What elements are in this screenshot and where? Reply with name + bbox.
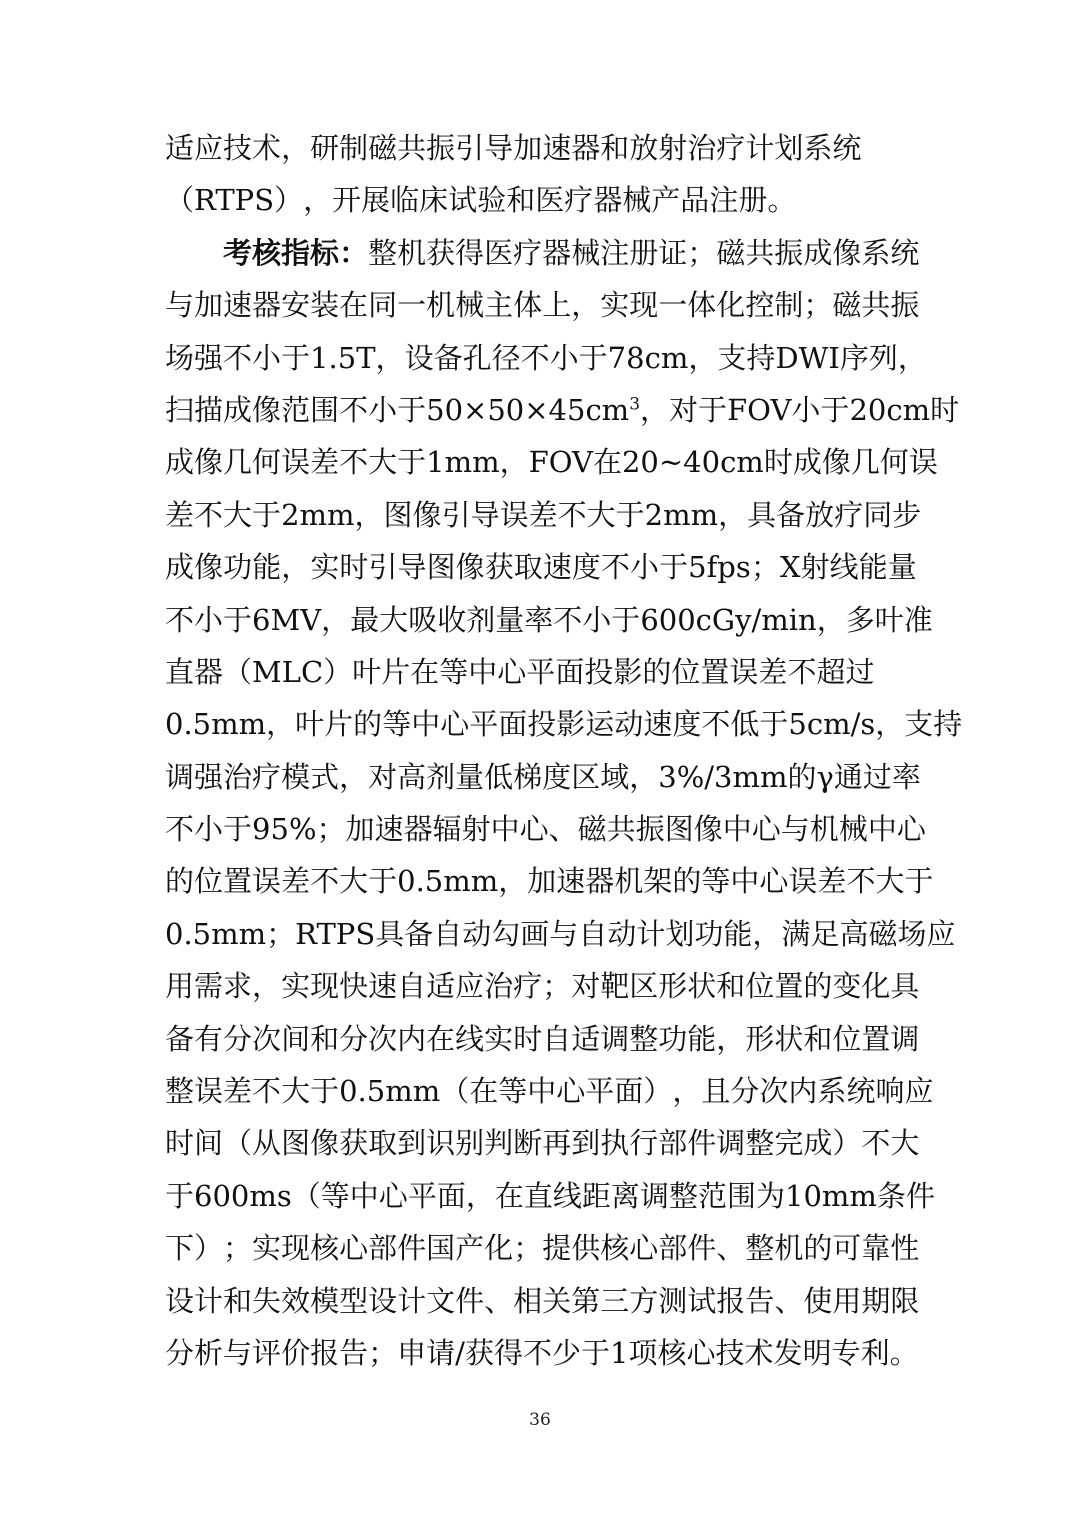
text-line: 整 误 差 不 大 于 0.5mm （ 在 等 中 心 平 面 ） ， 且 分 次 内 系 统 响 应 (165, 1074, 934, 1109)
text-line: 时 间 （ 从 图 像 获 取 到 识 别 判 断 再 到 执 行 部 件 调 整 完 成 ） 不 大 (165, 1126, 920, 1161)
text-line: 设 计 和 失 效 模 型 设 计 文 件 、 相 关 第 三 方 测 试 报 告 、 使 用 期 限 (165, 1283, 920, 1318)
text-line: 成 像 功 能 ， 实 时 引 导 图 像 获 取 速 度 不 小 于 5fps ； X 射 线 能 量 (165, 550, 917, 585)
text-line: 考 核 指 标 ： 整 机 获 得 医 疗 器 械 注 册 证 ； 磁 共 振 成 像 系 统 (223, 235, 920, 270)
text-line: 扫 描 成 像 范 围 不 小 于 50×50×45cm $^3$ ， 对 于 FOV 小 于 20cm 时 (165, 392, 960, 427)
body-text (165, 122, 963, 1379)
text-line: 的 位 置 误 差 不 大 于 0.5mm ， 加 速 器 机 架 的 等 中 心 误 差 不 大 于 (165, 864, 934, 899)
text-line: 不 小 于 95% ； 加 速 器 辐 射 中 心 、 磁 共 振 图 像 中 心 与 机 械 中 心 (165, 812, 926, 847)
text-line: 下 ） ； 实 现 核 心 部 件 国 产 化 ； 提 供 核 心 部 件 、 整 机 的 可 靠 性 (165, 1231, 920, 1266)
text-line: 用 需 求 ， 实 现 快 速 自 适 应 治 疗 ； 对 靶 区 形 状 和 位 置 的 变 化 具 (165, 969, 920, 1004)
text-line: 于 600ms （ 等 中 心 平 面 ， 在 直 线 距 离 调 整 范 围 为 10mm 条 件 (165, 1178, 935, 1213)
text-line: 不 小 于 6MV ， 最 大 吸 收 剂 量 率 不 小 于 600cGy/min ， 多 叶 准 (165, 602, 933, 637)
text-line: 差 不 大 于 2mm ， 图 像 引 导 误 差 不 大 于 2mm ， 具 备 放 疗 同 步 (165, 497, 922, 532)
text-line: 0.5mm ； RTPS 具 备 自 动 勾 画 与 自 动 计 划 功 能 ， 满 足 高 磁 场 应 (165, 916, 956, 951)
text-line: 场 强 不 小 于 1.5T ， 设 备 孔 径 不 小 于 78cm ， 支 持 DWI 序 列 ， (165, 340, 927, 375)
text-line: 适 应 技 术 ， 研 制 磁 共 振 引 导 加 速 器 和 放 射 治 疗 计 划 系 统 (165, 131, 862, 165)
text-line: 备 有 分 次 间 和 分 次 内 在 线 实 时 自 适 调 整 功 能 ， 形 状 和 位 置 调 (165, 1021, 920, 1056)
text-line: 0.5mm ， 叶 片 的 等 中 心 平 面 投 影 运 动 速 度 不 低 于 5cm/s ， 支 持 (165, 707, 963, 742)
text-line: 与 加 速 器 安 装 在 同 一 机 械 主 体 上 ， 实 现 一 体 化 控 制 ； 磁 共 振 (165, 288, 920, 323)
text-line: （ RTPS ） ， 开 展 临 床 试 验 和 医 疗 器 械 产 品 注 册 。 (165, 183, 797, 218)
text-line: 分 析 与 评 价 报 告 ； 申 请 / 获 得 不 少 于 1 项 核 心 技 术 发 明 专 利 。 (165, 1335, 919, 1370)
text-line: 直 器 （ MLC ） 叶 片 在 等 中 心 平 面 投 影 的 位 置 误 差 不 超 过 (165, 654, 875, 689)
text-line: 调 强 治 疗 模 式 ， 对 高 剂 量 低 梯 度 区 域 ， 3%/3mm 的 γ 通 过 率 (165, 759, 921, 794)
page-number: 36 (529, 1410, 551, 1430)
text-line: 成 像 几 何 误 差 不 大 于 1mm ， FOV 在 20~40cm 时 成 像 几 何 误 (165, 445, 938, 480)
